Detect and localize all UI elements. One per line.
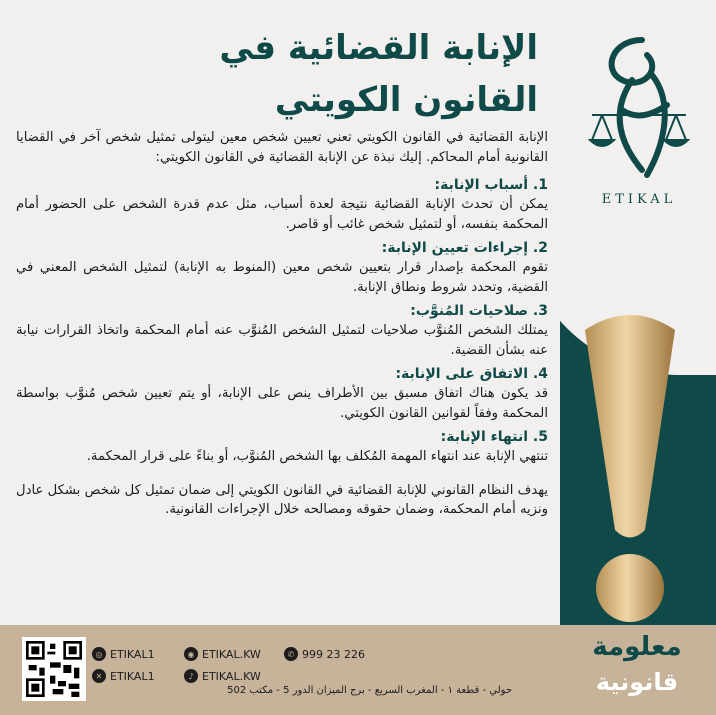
phone-icon: ✆: [284, 647, 298, 661]
brand-line-1: معلومة: [592, 632, 682, 662]
article-body: [16, 128, 548, 524]
section-heading: 3. صلاحيات المُنوَّب:: [410, 303, 548, 319]
section-text: قد يكون هناك اتفاق مسبق بين الأطراف ينص على الإنابة، أو يتم تعيين شخص مُنوَّب بواسطة المحكمة وفقاً لقوانين القانون الكويتي.: [16, 386, 548, 421]
tiktok-handle: ETIKAL.KW: [202, 669, 261, 683]
title-line-1: الإنابة القضائية في: [219, 28, 538, 68]
section-text: يمكن أن تحدث الإنابة القضائية نتيجة لعدة أسباب، مثل عدم قدرة الشخص على الحضور أمام المحكمة بنفسه، أو لتمثيل شخص غائب أو قاصر.: [16, 197, 548, 232]
brand-line-2: قانونية: [595, 668, 679, 696]
contact-twitter[interactable]: [92, 669, 155, 683]
footer: [0, 625, 716, 715]
qr-code-icon: [26, 641, 82, 697]
contact-block: [92, 639, 552, 709]
section-heading: 1. أسباب الإنابة:: [434, 177, 548, 193]
section-text: تقوم المحكمة بإصدار قرار بتعيين شخص معين (المنوط به الإنابة) لتمثيل الشخص المعني في القضية، وتحدد شروط ونطاق الإنابة.: [16, 260, 548, 295]
section-text: يمتلك الشخص المُنوَّب صلاحيات لتمثيل الشخص المُنوَّب عنه أمام المحكمة واتخاذ القرارات نيابة عنه بشأن القضية.: [16, 323, 548, 358]
section-heading: 5. انتهاء الإنابة:: [440, 429, 548, 445]
scales-logo-icon: [572, 20, 706, 190]
logo-brand-text: ETIKAL: [601, 192, 677, 207]
contact-phone[interactable]: [284, 647, 365, 661]
qr-code[interactable]: [22, 637, 86, 701]
globe-icon: ◉: [184, 647, 198, 661]
page-title: [178, 22, 538, 126]
section-text: تنتهي الإنابة عند انتهاء المهمة المُكلف بها الشخص المُنوَّب، أو بناءً على قرار المحكمة.: [86, 449, 548, 464]
section-heading: 4. الاتفاق على الإنابة:: [395, 366, 548, 382]
brand-badge: [572, 625, 702, 715]
instagram-icon: ◎: [92, 647, 106, 661]
etikal-logo: [572, 20, 706, 215]
exclamation-icon: [575, 300, 685, 630]
twitter-icon: ✕: [92, 669, 106, 683]
intro-paragraph: الإنابة القضائية في القانون الكويتي تعني تعيين شخص معين ليتولى تمثيل شخص آخر في القضايا القانونية أمام المحاكم. إليك نبذة عن الإنابة القضائية في القانون الكويتي:: [16, 130, 548, 165]
contact-instagram[interactable]: [92, 647, 155, 661]
instagram-handle: ETIKAL1: [110, 647, 155, 661]
website-text: ETIKAL.KW: [202, 647, 261, 661]
section-heading: 2. إجراءات تعيين الإنابة:: [381, 240, 548, 256]
title-line-2: القانون الكويتي: [274, 80, 538, 120]
contact-tiktok[interactable]: [184, 669, 261, 683]
outro-paragraph: يهدف النظام القانوني للإنابة القضائية في القانون الكويتي إلى ضمان تمثيل كل شخص بشكل عادل ونزيه أمام المحكمة، وضمان حقوقه ومصالحه خلال الإجراءات القانونية.: [16, 482, 548, 517]
tiktok-icon: ♪: [184, 669, 198, 683]
contact-website[interactable]: [184, 647, 261, 661]
twitter-handle: ETIKAL1: [110, 669, 155, 683]
office-address: حولي - قطعة ١ - المغرب السريع - برج الميزان الدور 5 - مكتب 502: [227, 685, 512, 696]
phone-number: 999 23 226: [302, 647, 365, 661]
